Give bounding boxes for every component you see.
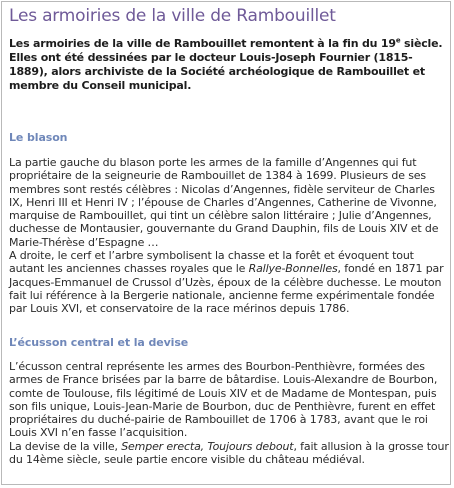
section-heading-ecusson: L’écusson central et la devise: [9, 336, 189, 349]
blason-p2-italic: Rallye-Bonnelles: [248, 262, 338, 276]
blason-paragraph-1: La partie gauche du blason porte les armes de la famille d’Angennes qui fut propriétaire de la seigneurie de Rambouillet de 1384 à 1699. Plusieurs de ses membres sont restés célèbres : Nicolas d’Angennes, fidèle serviteur de Charles IX, Henri III et Henri IV ; l’épouse de Charles d’Angennes, Catherine de Vivonne, marquise de Rambouillet, qui tint un célèbre salon littéraire ; Julie d’Angennes, duchesse de Montausier, gouvernante du Grand Dauphin, fils de Louis XIV et de Marie-Thérèse d’Espagne …: [9, 156, 439, 249]
section-body-ecusson: [9, 360, 449, 466]
blason-p2-text-end: , fondé en 1871 par Jacques-Emmanuel de Crussol d’Uzès, époux de la célèbre duchesse. Le mouton fait lui référence à la Bergerie nationale, ancienne ferme expérimentale fondée par Louis XVI, et conservatoire de la race mérinos depuis 1786.: [9, 262, 444, 316]
intro-paragraph: [9, 37, 449, 93]
intro-superscript: e: [395, 36, 401, 45]
ecusson-p2-text-end: , fait allusion à la grosse tour du 14ème siècle, seule partie encore visible du château médiéval.: [9, 439, 449, 467]
blason-p2-text-start: A droite, le cerf et l’arbre symbolisent la chasse et la forêt et évoquent tout autant les anciennes chasses royales que le: [9, 249, 414, 276]
page-title: Les armoiries de la ville de Rambouillet: [9, 6, 336, 26]
intro-text-end: siècle. Elles ont été dessinées par le docteur Louis-Joseph Fournier (1815-1889), alors archiviste de la Société archéologique de Rambouillet et membre du Conseil municipal.: [9, 37, 443, 92]
content-panel: [1, 1, 451, 485]
section-heading-blason: Le blason: [9, 131, 68, 144]
section-body-blason: [9, 156, 449, 316]
ecusson-paragraph-2: [9, 440, 449, 467]
ecusson-p2-italic: Semper erecta, Toujours debout: [121, 439, 294, 453]
ecusson-paragraph-1: L’écusson central représente les armes des Bourbon-Penthièvre, formées des armes de France brisées par la barre de bâtardise. Louis-Alexandre de Bourbon, comte de Toulouse, fils légitimé de Louis XIV et de Madame de Montespan, puis son fils unique, Louis-Jean-Marie de Bourbon, duc de Penthièvre, furent en effet propriétaires du duché-pairie de Rambouillet de 1706 à 1783, avant que le roi Louis XVI n’en fasse l’acquisition.: [9, 360, 438, 440]
blason-paragraph-2: [9, 249, 449, 315]
ecusson-p2-text-start: La devise de la ville,: [9, 439, 122, 453]
intro-text-start: Les armoiries de la ville de Rambouillet remontent à la fin du 19: [9, 37, 396, 50]
